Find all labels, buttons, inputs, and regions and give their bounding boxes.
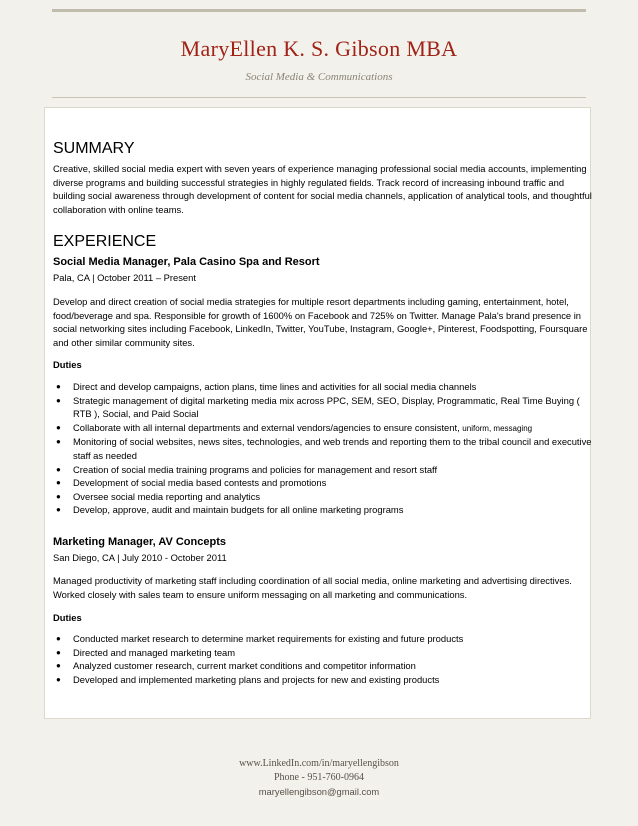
bullet-icon: ● xyxy=(56,634,61,644)
list-item: ● Developed and implemented marketing plans and projects for new and existing products xyxy=(56,674,440,686)
job-title: Social Media Manager, Pala Casino Spa and Resort xyxy=(53,256,320,269)
list-item: ● Monitoring of social websites, news sites, technologies, and web trends and reporting them to the tribal council and executive staff as needed xyxy=(56,436,592,461)
bullet-icon: ● xyxy=(56,422,61,432)
bullet-icon: ● xyxy=(56,478,61,488)
job-description: Managed productivity of marketing staff including coordination of all social media, online marketing and advertising directives. Worked closely with sales team to ensure uniform messaging on all marketing and communications. xyxy=(53,575,572,601)
bullet-icon: ● xyxy=(56,675,61,685)
bullet-icon: ● xyxy=(56,464,61,474)
phone-number: Phone - 951-760-0964 xyxy=(274,772,364,783)
email-link[interactable]: maryellengibson@gmail.com xyxy=(258,786,380,797)
duties-list xyxy=(53,380,593,517)
bullet-icon: ● xyxy=(56,505,61,515)
bullet-icon: ● xyxy=(56,437,61,447)
list-item: ● Direct and develop campaigns, action plans, time lines and activities for all social media channels xyxy=(56,380,477,392)
duty-small-text: uniform, messaging xyxy=(462,423,533,433)
summary-heading: SUMMARY xyxy=(53,140,135,157)
list-item: ● Analyzed customer research, current market conditions and competitor information xyxy=(56,660,416,672)
top-rule xyxy=(52,9,586,12)
list-item: ● Develop, approve, audit and maintain budgets for all online marketing programs xyxy=(56,504,404,516)
contact-footer xyxy=(0,757,638,799)
job-entry-2 xyxy=(53,535,593,687)
bullet-icon: ● xyxy=(56,491,61,501)
bullet-icon: ● xyxy=(56,395,61,405)
job-description: Develop and direct creation of social media strategies for multiple resort departments including gaming, entertainment, hotel, food/beverage and spa. Responsible for growth of 1600% on Facebook and 725% on Twitter. Manage Pala's brand presence in social networking sites including Facebook, LinkedIn, Twitter, YouTube, Instagram, Google+, Pinterest, Foodspotting, Foursquare and other similar community sites. xyxy=(53,295,588,348)
job-meta: Pala, CA | October 2011 – Present xyxy=(53,272,196,284)
list-item: ● Directed and managed marketing team xyxy=(56,646,236,658)
bullet-icon: ● xyxy=(56,381,61,391)
job-meta: San Diego, CA | July 2010 - October 2011 xyxy=(53,551,227,563)
list-item: ● Conducted market research to determine market requirements for existing and future products xyxy=(56,633,464,645)
resume-tagline: Social Media & Communications xyxy=(245,71,393,83)
bullet-icon: ● xyxy=(56,661,61,671)
summary-text: Creative, skilled social media expert with seven years of experience managing professional social media accounts, implementing diverse programs and building successful strategies in highly regulated fields. Track record of increasing inbound traffic and building social awareness through development of content for social media channels, application of analytical tools, and thoughtful collaboration with online teams. xyxy=(53,163,592,215)
duties-label: Duties xyxy=(53,359,82,371)
resume-content xyxy=(53,139,593,687)
duties-label: Duties xyxy=(53,611,82,623)
list-item: ● Development of social media based contests and promotions xyxy=(56,477,327,489)
list-item: ● Creation of social media training programs and policies for management and resort staff xyxy=(56,463,438,475)
header-rule xyxy=(52,97,586,98)
list-item: ● Oversee social media reporting and analytics xyxy=(56,490,261,502)
bullet-icon: ● xyxy=(56,647,61,657)
resume-name: MaryEllen K. S. Gibson MBA xyxy=(180,36,458,61)
list-item: ● Strategic management of digital marketing media mix across PPC, SEM, SEO, Display, Programmatic, Real Time Buying ( RTB ), Social, and Paid Social xyxy=(56,394,580,420)
list-item: ● Collaborate with all internal departments and external vendors/agencies to ensure consistent, uniform, messaging xyxy=(56,421,533,433)
experience-heading: EXPERIENCE xyxy=(53,233,157,251)
duties-list xyxy=(53,632,593,686)
job-entry-1 xyxy=(53,255,593,517)
linkedin-link[interactable]: www.LinkedIn.com/in/maryellengibson xyxy=(239,758,399,769)
job-title: Marketing Manager, AV Concepts xyxy=(53,535,226,548)
